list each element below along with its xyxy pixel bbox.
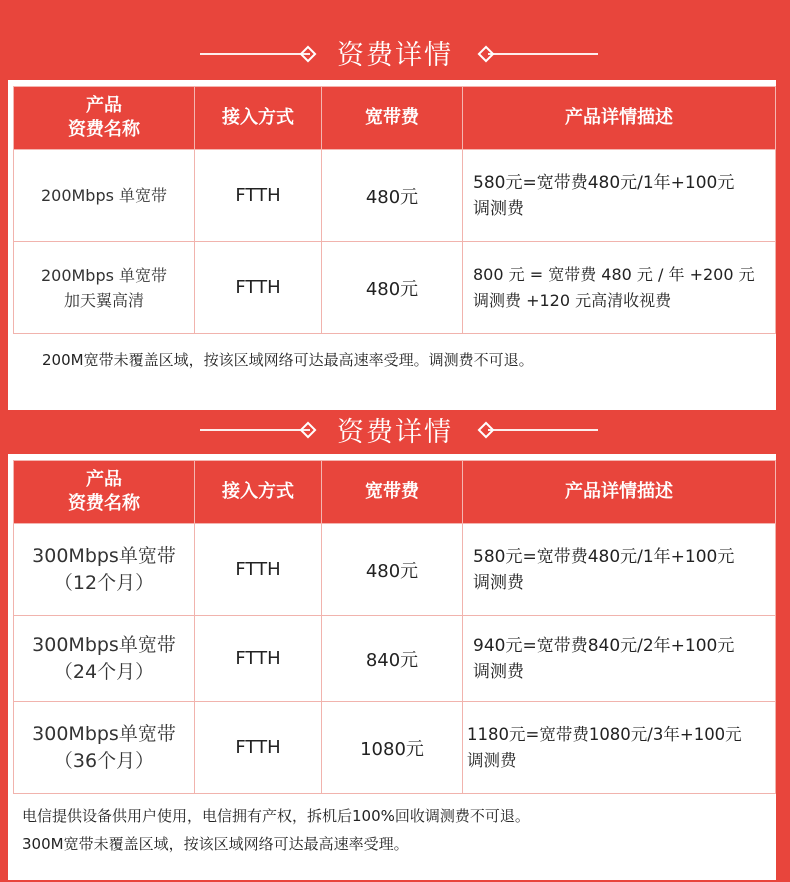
tariff-table	[13, 86, 776, 334]
col-header-desc: 产品详情描述	[463, 461, 776, 524]
decor-line-right	[488, 53, 598, 55]
access-type: FTTH	[195, 242, 322, 334]
product-name	[14, 616, 195, 702]
col-header-product	[14, 87, 195, 150]
desc-line: 940元=宽带费840元/2年+100元	[473, 635, 735, 656]
table-row	[14, 524, 776, 616]
name-line: 200Mbps 单宽带	[40, 265, 168, 285]
section-2	[0, 412, 790, 882]
footnote-line: 300M宽带未覆盖区域，按该区域网络可达最高速率受理。	[22, 835, 409, 853]
section-1-banner	[0, 0, 790, 412]
product-name	[14, 242, 195, 334]
product-desc	[463, 242, 776, 334]
col-header-fee: 宽带费	[322, 461, 463, 524]
desc-line: 1180元=宽带费1080元/3年+100元	[467, 724, 742, 744]
product-desc	[463, 524, 776, 616]
tariff-card	[8, 454, 776, 880]
name-line: （24个月）	[53, 660, 155, 683]
col-header-desc: 产品详情描述	[463, 87, 776, 150]
col-header-product-line2: 资费名称	[68, 493, 140, 514]
table-header-row	[14, 87, 776, 150]
desc-line: 调测费	[473, 572, 524, 593]
footnote	[22, 802, 530, 858]
broadband-fee: 840元	[322, 616, 463, 702]
broadband-fee: 480元	[322, 524, 463, 616]
name-line: 300Mbps单宽带	[32, 633, 176, 656]
tariff-card	[8, 80, 776, 410]
product-desc	[463, 616, 776, 702]
table-header-row	[14, 461, 776, 524]
desc-line: 调测费 +120 元高清收视费	[473, 290, 672, 310]
broadband-fee: 1080元	[322, 702, 463, 794]
name-line: 300Mbps单宽带	[32, 722, 176, 745]
col-header-access: 接入方式	[195, 461, 322, 524]
col-header-product	[14, 461, 195, 524]
name-line: （12个月）	[53, 571, 155, 594]
product-name	[14, 524, 195, 616]
desc-line: 调测费	[467, 750, 517, 770]
col-header-product-line1: 产品	[86, 95, 122, 116]
desc-line: 调测费	[473, 198, 524, 219]
broadband-fee: 480元	[322, 150, 463, 242]
section-1	[0, 0, 790, 412]
col-header-product-line1: 产品	[86, 469, 122, 490]
access-type: FTTH	[195, 524, 322, 616]
table-row	[14, 702, 776, 794]
decor-line-right	[488, 429, 598, 431]
col-header-access: 接入方式	[195, 87, 322, 150]
table-row	[14, 242, 776, 334]
product-desc	[463, 150, 776, 242]
name-line: 300Mbps单宽带	[32, 544, 176, 567]
name-line: （36个月）	[53, 749, 155, 772]
desc-line: 580元=宽带费480元/1年+100元	[473, 172, 735, 193]
access-type: FTTH	[195, 150, 322, 242]
product-desc	[463, 702, 776, 794]
access-type: FTTH	[195, 616, 322, 702]
table-row	[14, 150, 776, 242]
desc-line: 调测费	[473, 661, 524, 682]
section-title: 资费详情	[337, 417, 453, 448]
section-2-banner	[0, 412, 790, 882]
section-title: 资费详情	[337, 40, 453, 71]
footnote: 200M宽带未覆盖区域，按该区域网络可达最高速率受理。调测费不可退。	[42, 351, 534, 369]
broadband-fee: 480元	[322, 242, 463, 334]
col-header-product-line2: 资费名称	[68, 119, 140, 140]
product-name	[14, 702, 195, 794]
product-name: 200Mbps 单宽带	[14, 150, 195, 242]
tariff-table	[13, 460, 776, 794]
col-header-fee: 宽带费	[322, 87, 463, 150]
desc-line: 580元=宽带费480元/1年+100元	[473, 546, 735, 567]
name-line: 加天翼高清	[63, 290, 144, 310]
desc-line: 800 元 = 宽带费 480 元 / 年 +200 元	[473, 264, 755, 284]
footnote-line: 电信提供设备供用户使用，电信拥有产权，拆机后100%回收调测费不可退。	[22, 807, 530, 825]
table-row	[14, 616, 776, 702]
access-type: FTTH	[195, 702, 322, 794]
